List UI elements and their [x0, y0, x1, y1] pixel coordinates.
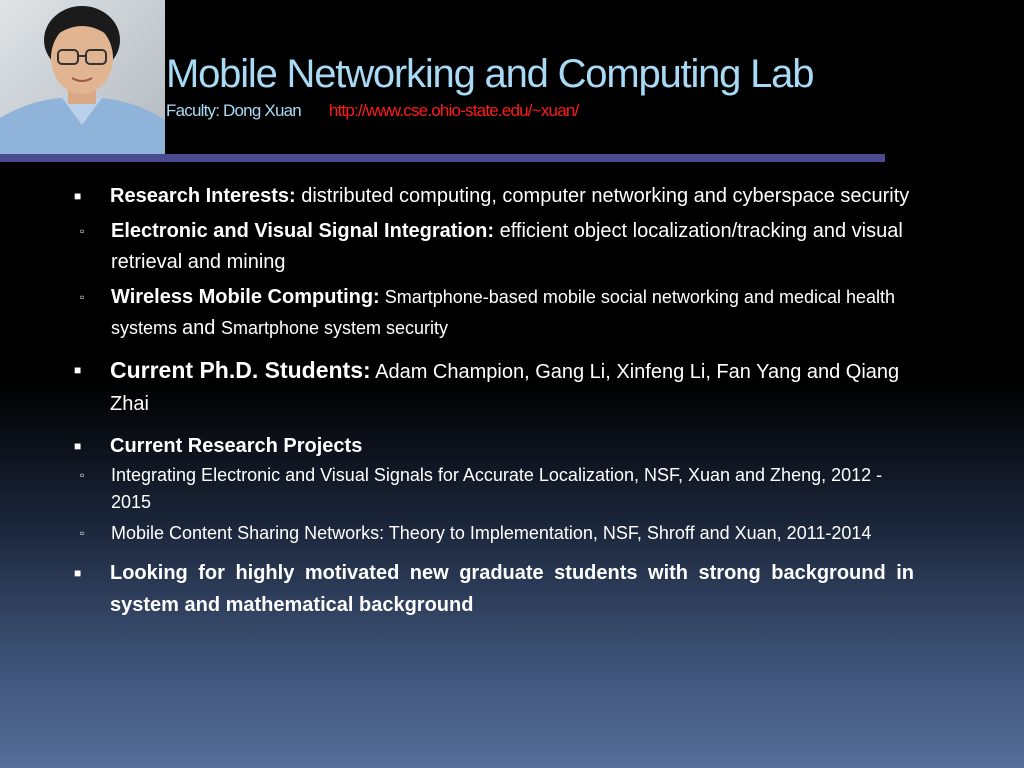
research-text: distributed computing, computer networking and cyberspace security [295, 185, 910, 207]
hollow-square-bullet-icon: ▫ [80, 468, 85, 482]
sub2-label: Wireless Mobile Computing: [111, 286, 380, 308]
sub1-text: efficient object localization/tracking and visual retrieval and mining [111, 220, 903, 273]
sub1-label: Electronic and Visual Signal Integration: [111, 220, 495, 242]
title-divider [0, 154, 885, 162]
title-block [166, 50, 813, 122]
subtitle [166, 100, 813, 122]
sub-bullet-signal-integration [38, 216, 914, 278]
hollow-square-bullet-icon: ▫ [80, 224, 85, 238]
project2-text: Mobile Content Sharing Networks: Theory to Implementation, NSF, Shroff and Xuan, 2011-2014 [111, 523, 872, 543]
sub-bullet-wireless-mobile [38, 282, 914, 344]
projects-label: Current Research Projects [110, 435, 363, 457]
students-text: Adam Champion, Gang Li, Xinfeng Li, Fan Yang and Qiang Zhai [110, 361, 900, 415]
students-label: Current Ph.D. Students: [110, 357, 371, 383]
slide-body [74, 180, 914, 621]
slide-title: Mobile Networking and Computing Lab [166, 52, 814, 96]
hollow-square-bullet-icon: ▫ [80, 526, 85, 540]
square-bullet-icon: ■ [74, 189, 82, 203]
sub2-text-a: Smartphone-based mobile social networking and medical health systems [111, 287, 896, 338]
faculty-photo [0, 0, 165, 155]
project1-text: Integrating Electronic and Visual Signals for Accurate Localization, NSF, Xuan and Zheng, 2012 - 2015 [111, 465, 883, 512]
sub2-text-b: Smartphone system security [220, 318, 449, 338]
square-bullet-icon: ■ [74, 439, 82, 453]
bullet-research-projects [74, 430, 914, 462]
looking-text: Looking for highly motivated new graduate students with strong background in system and mathematical background [110, 562, 914, 616]
square-bullet-icon: ■ [74, 363, 82, 377]
faculty-url-link[interactable]: http://www.cse.ohio-state.edu/~xuan/ [328, 101, 579, 120]
bullet-looking-for-students [74, 557, 914, 621]
sub-bullet-project-1 [38, 462, 914, 516]
faculty-name: Faculty: Dong Xuan [166, 101, 301, 120]
hollow-square-bullet-icon: ▫ [80, 290, 85, 304]
research-label: Research Interests: [110, 185, 296, 207]
sub2-and: and [182, 317, 221, 339]
square-bullet-icon: ■ [74, 566, 82, 580]
bullet-research-interests [74, 180, 914, 212]
sub-bullet-project-2 [38, 520, 914, 547]
bullet-phd-students [74, 354, 914, 420]
